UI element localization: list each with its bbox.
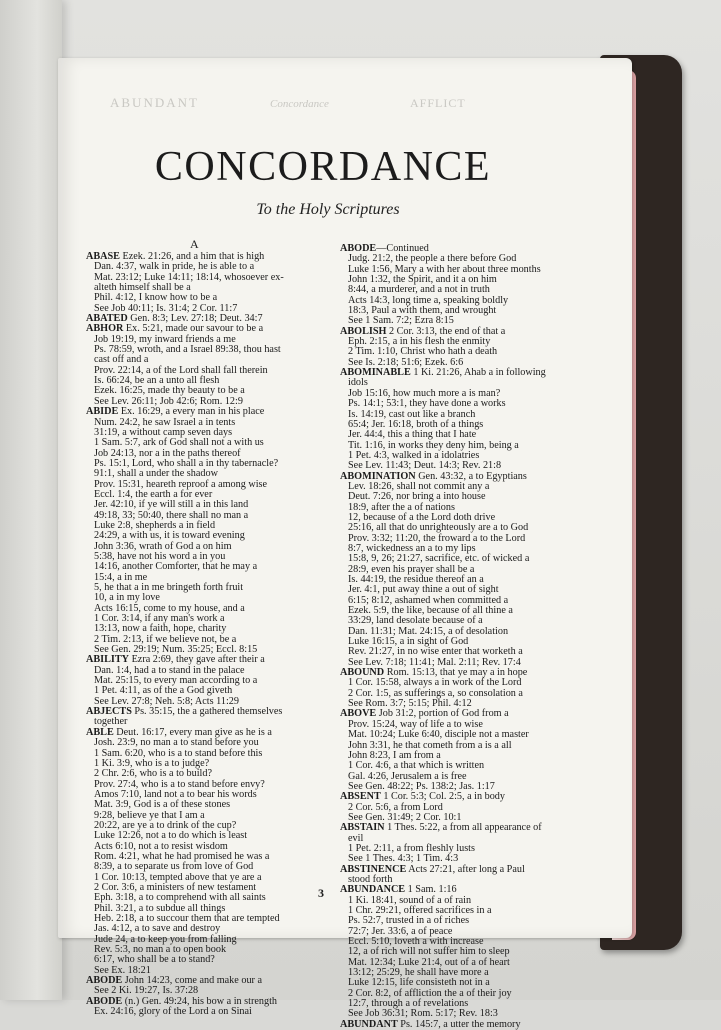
entry-text: 33:29, land desolate because of a [348, 615, 483, 627]
entry-text: 5:38, have not his word a in you [94, 550, 226, 562]
entry-text: 15:8, 9, 26; 21:27, sacrifice, etc. of wicked a [348, 553, 530, 565]
entry-text: Amos 7:10, land not a to bear his words [94, 788, 257, 800]
entry-text: Eccl. 5:10, loveth a with increase [348, 936, 484, 948]
entry-text: 49:18, 33; 50:40, there shall no man a [94, 509, 249, 521]
entry-text: Acts 27:21, after long a Paul [406, 863, 525, 875]
entry-text: See Lev. 27:8; Neh. 5:8; Acts 11:29 [94, 695, 239, 707]
entry-text: See Gen. 31:49; 2 Cor. 10:1 [348, 811, 462, 823]
entry-text: Job 24:13, nor a in the paths thereof [94, 447, 241, 459]
entry-text: 91:1, shall a under the shadow [94, 468, 218, 480]
entry-headword: ABUNDANCE [340, 884, 406, 896]
concordance-line [340, 368, 588, 378]
entry-text: Ex. 5:21, made our savour to be a [123, 323, 264, 335]
entry-text: See Gen. 29:19; Num. 35:25; Eccl. 8:15 [94, 644, 258, 656]
entry-text: Luke 12:26, not a to do which is least [94, 830, 248, 842]
entry-text: 9:28, believe ye that I am a [94, 809, 205, 821]
entry-headword: ABUNDANT [340, 1018, 398, 1030]
entry-text: 20:22, are ye a to drink of the cup? [94, 819, 237, 831]
entry-text: Lev. 18:26, shall not commit any a [348, 480, 490, 492]
entry-text: See Lev. 26:11; Job 42:6; Rom. 12:9 [94, 395, 243, 407]
entry-headword: ABODE [86, 975, 123, 987]
entry-text: —Continued [376, 243, 429, 254]
entry-text: Luke 2:8, shepherds a in field [94, 519, 216, 531]
entry-text: 10, a in my love [94, 592, 160, 604]
entry-text: 14:16, another Comforter, that he may a [94, 561, 258, 573]
page-title: CONCORDANCE [154, 144, 492, 190]
entry-text: 2 Cor. 3:13, the end of that a [386, 325, 506, 337]
concordance-line [340, 823, 588, 833]
entry-headword: ABSENT [340, 791, 381, 803]
entry-text: Heb. 2:18, a to succour them that are tempted [94, 913, 280, 924]
entry-text: Prov. 15:31, heareth reproof a among wise [94, 478, 268, 490]
entry-text: Job 15:16, how much more a is man? [348, 387, 501, 399]
entry-headword: ABATED [86, 313, 128, 325]
entry-text: 18:3, Paul a with them, and wrought [348, 305, 497, 317]
entry-text: Judg. 21:2, the people a there before God [348, 253, 517, 265]
entry-text: 1 Ki. 21:26, Ahab a in following [410, 367, 546, 379]
entry-text: John 3:31, he that cometh from a is a all [348, 739, 512, 751]
entry-text: Eph. 2:15, a in his flesh the enmity [348, 336, 491, 348]
entry-text: Gen. 8:3; Lev. 27:18; Deut. 34:7 [127, 313, 263, 325]
entry-text: 1 Cor. 4:6, a that which is written [348, 760, 485, 772]
entry-text: Dan. 11:31; Mat. 24:15, a of desolation [348, 625, 509, 637]
entry-text: 65:4; Jer. 16:18, broth of a things [348, 418, 484, 430]
left-page-edge [0, 0, 62, 1000]
entry-text: 25:16, all that do unrighteously are a to God [348, 522, 529, 534]
entry-text: Ps. 35:15, the a gathered themselves [131, 706, 283, 718]
entry-text: Ps. 78:59, wroth, and a Israel 89:38, thou hast [94, 344, 281, 356]
entry-text: 5, he that a in me bringeth forth fruit [94, 582, 244, 593]
entry-text: Mat. 25:15, to every man according to a [94, 675, 258, 687]
page-subtitle: To the Holy Scriptures [256, 201, 400, 218]
section-letter: A [190, 237, 199, 251]
entry-text: 8:7, wickedness an a to my lips [348, 542, 476, 554]
entry-text: Phil. 4:12, I know how to be a [94, 292, 218, 304]
entry-text: Ezek. 16:25, made thy beauty to be a [94, 385, 245, 397]
entry-text: Gen. 43:32, a to Egyptians [415, 470, 527, 482]
bleed-through-text: Concordance [270, 98, 329, 110]
entry-text: Is. 14:19, cast out like a branch [348, 408, 476, 420]
right-column [340, 244, 588, 1030]
entry-text: Num. 24:2, he saw Israel a in tents [94, 416, 236, 428]
entry-text: See 1 Thes. 4:3; 1 Tim. 4:3 [348, 853, 459, 865]
entry-headword: ABSTAIN [340, 822, 385, 834]
entry-text: Ex. 16:29, a every man in his place [118, 406, 265, 418]
entry-text: Eph. 3:18, a to comprehend with all saints [94, 892, 266, 904]
entry-headword: ABOVE [340, 708, 377, 720]
entry-text: Prov. 22:14, a of the Lord shall fall therein [94, 364, 268, 376]
entry-text: 1 Chr. 29:21, offered sacrifices in a [348, 905, 492, 916]
entry-text: 2 Tim. 1:10, Christ who hath a death [348, 346, 498, 358]
entry-text: Rom. 15:13, that ye may a in hope [384, 667, 528, 679]
entry-text: Jer. 4:1, put away thine a out of sight [348, 584, 499, 596]
entry-headword: ABIDE [86, 406, 119, 418]
entry-text: See Lev. 11:43; Deut. 14:3; Rev. 21:8 [348, 460, 502, 472]
entry-text: 1 Pet. 4:3, walked in a idolatries [348, 449, 480, 461]
entry-text: 1 Cor. 3:14, if any man's work a [94, 613, 225, 625]
entry-text: John 14:23, come and make our a [122, 975, 262, 987]
entry-text: 2 Chr. 2:6, who is a to build? [94, 768, 213, 780]
entry-text: idols [348, 377, 368, 389]
entry-headword: ABASE [86, 251, 120, 262]
entry-text: Ps. 15:1, Lord, who shall a in thy tabernacle? [94, 457, 279, 469]
entry-headword: ABJECTS [86, 706, 132, 718]
entry-text: 12:7, through a of revelations [348, 998, 469, 1010]
entry-text: Acts 16:15, come to my house, and a [94, 602, 245, 614]
left-column [86, 252, 334, 1017]
entry-text: See Job 40:11; Is. 31:4; 2 Cor. 11:7 [94, 302, 238, 314]
entry-text: Rev. 5:3, no man a to open book [94, 944, 227, 956]
entry-text: 1 Pet. 4:11, as of the a God giveth [94, 685, 233, 697]
entry-headword: ABHOR [86, 323, 124, 335]
entry-text: (n.) Gen. 49:24, his bow a in strength [122, 995, 278, 1007]
page-number: 3 [318, 886, 324, 900]
entry-text: Mat. 12:34; Luke 21:4, out of a of heart [348, 956, 510, 968]
entry-text: See 2 Ki. 19:27, Is. 37:28 [94, 985, 199, 997]
entry-text: See 1 Sam. 7:2; Ezra 8:15 [348, 315, 454, 327]
entry-text: 1 Ki. 18:41, sound of a of rain [348, 894, 472, 906]
entry-text: 2 Cor. 1:5, as sufferings a, so consolation a [348, 687, 523, 699]
entry-text: Luke 1:56, Mary a with her about three months [348, 263, 541, 275]
entry-text: Is. 66:24, be an a unto all flesh [94, 375, 220, 387]
entry-text: John 1:32, the Spirit, and it a on him [348, 274, 497, 286]
entry-text: See Job 36:31; Rom. 5:17; Rev. 18:3 [348, 1008, 498, 1020]
entry-text: Eccl. 1:4, the earth a for ever [94, 488, 213, 500]
entry-text: Prov. 3:32; 11:20, the froward a to the Lord [348, 532, 526, 544]
bleed-through-text: ABUNDANT [110, 95, 199, 110]
entry-headword: ABOMINABLE [340, 367, 411, 379]
entry-text: Acts 14:3, long time a, speaking boldly [348, 294, 509, 306]
entry-headword: ABILITY [86, 654, 130, 666]
entry-text: See Gen. 48:22; Ps. 138:2; Jas. 1:17 [348, 780, 495, 792]
entry-text: Ezek. 21:26, and a him that is high [119, 251, 265, 262]
entry-text: Gal. 4:26, Jerusalem a is free [348, 770, 467, 782]
entry-text: alteth himself shall be a [94, 282, 191, 294]
entry-text: 8:44, a murderer, and a not in truth [348, 284, 490, 296]
entry-text: Dan. 4:37, walk in pride, he is able to a [94, 261, 255, 273]
entry-text: Mat. 3:9, God is a of these stones [94, 799, 231, 811]
entry-text: Job 31:2, portion of God from a [376, 708, 509, 720]
entry-text: together [94, 716, 128, 728]
entry-text: 1 Cor. 15:58, always a in work of the Lord [348, 677, 522, 689]
entry-text: 8:39, a to separate us from love of God [94, 861, 254, 873]
entry-text: 2 Cor. 3:6, a ministers of new testament [94, 881, 257, 893]
entry-text: 12, because of a the Lord doth drive [348, 511, 496, 523]
entry-text: 1 Cor. 10:13, tempted above that ye are a [94, 871, 262, 883]
entry-text: Mat. 10:24; Luke 6:40, disciple not a master [348, 729, 529, 741]
entry-text: Prov. 27:4, who is a to stand before envy? [94, 778, 265, 790]
entry-text: 1 Pet. 2:11, a from fleshly lusts [348, 842, 475, 854]
entry-text: See Lev. 7:18; 11:41; Mal. 2:11; Rev. 17:4 [348, 656, 521, 668]
entry-text: John 8:23, I am from a [348, 749, 441, 761]
entry-text: Rom. 4:21, what he had promised he was a [94, 850, 270, 862]
entry-text: 13:12; 25:29, he shall have more a [348, 967, 489, 979]
entry-headword: ABLE [86, 726, 114, 738]
entry-text: Rev. 21:27, in no wise enter that worketh a [348, 646, 523, 658]
entry-text: 15:4, a in me [94, 571, 148, 583]
entry-text: Ezra 2:69, they gave after their a [129, 654, 265, 666]
entry-text: stood forth [348, 873, 393, 885]
entry-text: 1 Sam. 5:7, ark of God shall not a with us [94, 437, 264, 449]
entry-text: Deut. 16:17, every man give as he is a [113, 726, 272, 738]
entry-text: Ps. 52:7, trusted in a of riches [348, 915, 470, 927]
entry-text: 1 Ki. 3:9, who is a to judge? [94, 757, 210, 769]
entry-text: Deut. 7:26, nor bring a into house [348, 491, 486, 503]
entry-text: 6:17, who shall be a to stand? [94, 954, 215, 966]
entry-text: 1 Thes. 5:22, a from all appearance of [384, 822, 542, 834]
entry-text: 1 Sam. 6:20, who is a to stand before this [94, 747, 263, 759]
entry-headword: ABOLISH [340, 325, 387, 337]
entry-text: Tit. 1:16, in works they deny him, being a [348, 439, 519, 451]
entry-text: See Is. 2:18; 51:6; Ezek. 6:6 [348, 356, 464, 368]
entry-headword: ABOUND [340, 667, 385, 679]
bleed-through-text: AFFLICT [410, 96, 466, 110]
entry-text: Luke 16:15, a in sight of God [348, 636, 469, 648]
entry-text: 6:15; 8:12, ashamed when committed a [348, 594, 509, 606]
entry-headword: ABSTINENCE [340, 863, 407, 875]
entry-text: cast off and a [94, 354, 149, 366]
entry-text: Acts 6:10, not a to resist wisdom [94, 840, 228, 852]
entry-text: 2 Cor. 8:2, of affliction the a of their joy [348, 987, 512, 999]
entry-text: 18:9, after the a of nations [348, 501, 455, 513]
entry-text: 72:7; Jer. 33:6, a of peace [348, 925, 453, 937]
entry-text: evil [348, 832, 364, 844]
entry-text: 1 Sam. 1:16 [405, 884, 457, 896]
entry-text: Jer. 44:4, this a thing that I hate [348, 429, 477, 441]
entry-text: 28:9, even his prayer shall be a [348, 563, 475, 575]
entry-text: Jer. 42:10, if ye will still a in this land [94, 499, 249, 511]
entry-headword: ABODE [340, 243, 377, 254]
entry-text: 2 Tim. 2:13, if we believe not, be a [94, 633, 237, 645]
entry-text: Prov. 15:24, way of life a to wise [348, 718, 483, 730]
entry-text: John 3:36, wrath of God a on him [94, 540, 232, 552]
entry-text: Ezek. 5:9, the like, because of all thine a [348, 605, 513, 617]
entry-text: Is. 44:19, the residue thereof an a [348, 574, 484, 585]
entry-text: Job 19:19, my inward friends a me [94, 333, 236, 345]
entry-text: Dan. 1:4, had a to stand in the palace [94, 664, 245, 676]
entry-text: 24:29, a with us, it is toward evening [94, 530, 245, 542]
entry-text: See Ex. 18:21 [94, 964, 151, 976]
entry-text: 2 Cor. 5:6, a from Lord [348, 801, 443, 813]
entry-headword: ABOMINATION [340, 470, 416, 482]
entry-text: Jude 24, a to keep you from falling [94, 933, 237, 945]
concordance-line [340, 1020, 588, 1030]
entry-text: Luke 12:15, life consisteth not in a [348, 977, 490, 989]
entry-text: Phil. 3:21, a to subdue all things [94, 902, 226, 914]
entry-text: Ps. 145:7, a utter the memory [397, 1018, 521, 1030]
entry-text: Josh. 23:9, no man a to stand before you [94, 737, 259, 749]
entry-text: Ps. 14:1; 53:1, they have done a works [348, 398, 506, 410]
entry-headword: ABODE [86, 995, 123, 1007]
entry-text: See Rom. 3:7; 5:15; Phil. 4:12 [348, 698, 472, 710]
entry-text: Ex. 24:16, glory of the Lord a on Sinai [94, 1006, 252, 1018]
entry-text: 13:13, now a faith, hope, charity [94, 623, 227, 635]
entry-text: Mat. 23:12; Luke 14:11; 18:14, whosoever ex- [94, 271, 284, 283]
entry-text: 31:19, a without camp seven days [94, 426, 233, 438]
concordance-line [86, 1007, 334, 1017]
entry-text: 1 Cor. 5:3; Col. 2:5, a in body [380, 791, 505, 803]
entry-text: Jas. 4:12, a to save and destroy [94, 923, 221, 935]
entry-text: 12, a of rich will not suffer him to sleep [348, 946, 510, 958]
